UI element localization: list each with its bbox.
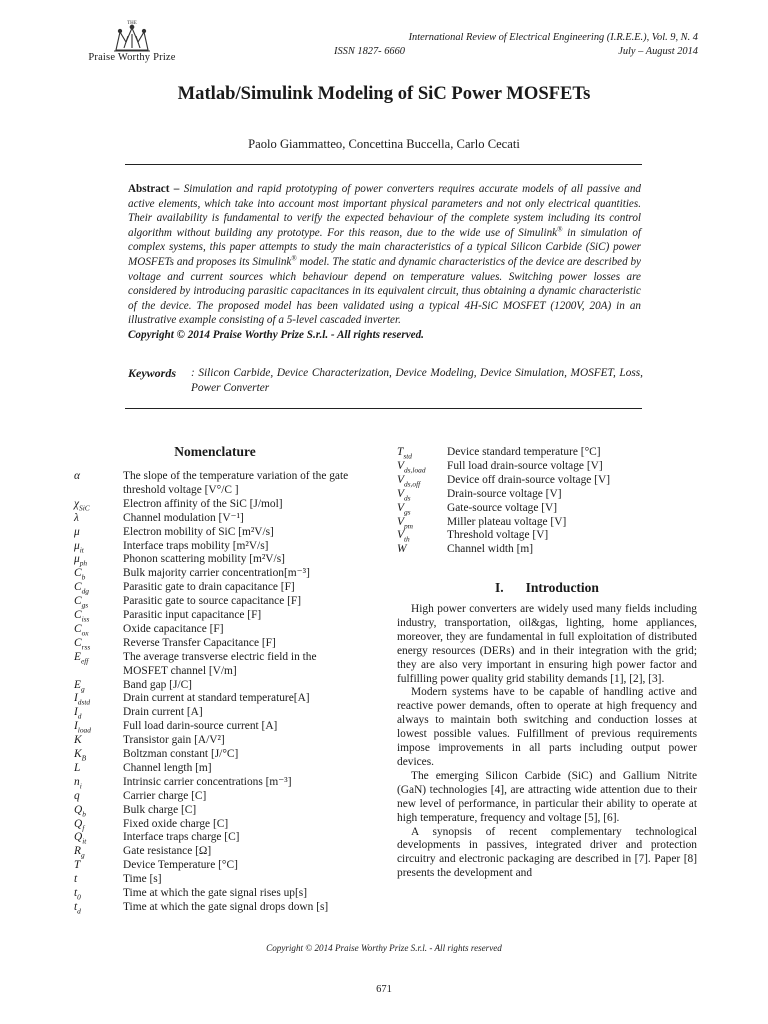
nomenclature-symbol: $K_B$ bbox=[74, 748, 87, 763]
nomenclature-entry bbox=[397, 460, 697, 474]
journal-reference: International Review of Electrical Engineering (I.R.E.E.), Vol. 9, N. 4 bbox=[408, 32, 698, 43]
nomenclature-entry bbox=[74, 762, 360, 776]
registered-mark: ® bbox=[291, 254, 297, 263]
nomenclature-entry bbox=[74, 818, 360, 832]
nomenclature-entry bbox=[74, 790, 360, 804]
nomenclature-description: Time at which the gate signal drops down [s] bbox=[123, 900, 329, 913]
nomenclature-symbol: W bbox=[397, 543, 407, 556]
nomenclature-symbol: $C_{rss}$ bbox=[74, 636, 91, 652]
nomenclature-symbol: q bbox=[74, 789, 80, 802]
abstract-text-1: Simulation and rapid prototyping of power converters requires accurate models of all passive and active elements, which take into account most important physical parameters and not only electrical quantities. Their availability is fundamental to verify the expected behaviour of the complete system including its control algorithm without building any prototype. For this reason, due to the wide use of Simulink bbox=[128, 183, 641, 239]
nomenclature-description: Parasitic gate to drain capacitance [F] bbox=[123, 581, 295, 594]
nomenclature-entry bbox=[74, 901, 360, 915]
nomenclature-symbol: $E_g$ bbox=[74, 678, 85, 693]
paragraph: Modern systems have to be capable of handling active and reactive power demands, often to operate at high frequency and always to maintain both switching and conduction losses at lowest possible values. Fulfillment of previous requirements impose improvements in all parts including output power devices. bbox=[397, 686, 697, 768]
nomenclature-description: Channel width [m] bbox=[447, 543, 534, 556]
nomenclature-description: Electron mobility of SiC [m²V/s] bbox=[123, 525, 274, 538]
nomenclature-description: Drain current at standard temperature[A] bbox=[123, 692, 310, 705]
nomenclature-description: Gate resistance [Ω] bbox=[123, 845, 212, 858]
nomenclature-description: Oxide capacitance [F] bbox=[123, 622, 224, 635]
nomenclature-symbol: $C_{gs}$ bbox=[74, 595, 89, 610]
nomenclature-description: Parasitic gate to source capacitance [F] bbox=[123, 595, 302, 608]
nomenclature-description: Time [s] bbox=[123, 873, 162, 886]
nomenclature-symbol: T bbox=[74, 859, 81, 872]
nomenclature-entry bbox=[74, 859, 360, 873]
divider-top bbox=[125, 164, 642, 165]
nomenclature-description: Gate-source voltage [V] bbox=[447, 501, 558, 514]
nomenclature-description: Carrier charge [C] bbox=[123, 789, 207, 802]
nomenclature-symbol: $C_{dg}$ bbox=[74, 581, 89, 596]
nomenclature-entry bbox=[74, 526, 360, 540]
nomenclature-symbol: $V_{ds,off}$ bbox=[397, 473, 421, 489]
nomenclature-entry bbox=[397, 502, 697, 516]
issue-date: July – August 2014 bbox=[618, 46, 698, 57]
paragraph: High power converters are widely used many fields including industry, transportation, oil&gas, lighting, home appliances, moreover, they are fundamental in full exploitation of distributed energy resources (DERs) and in their integration with the grid; they are also very important in ensuring high power factor and fulfilling power quality grid stability demands [1], [2], [3]. bbox=[397, 603, 697, 685]
nomenclature-symbol: L bbox=[74, 761, 81, 774]
abstract-text-3: model. The static and dynamic characteristics of the device are described by voltage and current sources which behaviour depend on temperature values. Switching power losses are considered by introducing parasitic capacitances in its equivalent circuit, thus obtaining a dynamic characteristic of the device. The proposed model has been validated using a typical 4H-SiC MOSFET (1200V, 20A) in an illustrative example consisting of a 5-level cascaded inverter. bbox=[128, 255, 641, 327]
nomenclature-description: Boltzman constant [J/°C] bbox=[123, 748, 239, 760]
nomenclature-description: Fixed oxide charge [C] bbox=[123, 817, 229, 830]
nomenclature-symbol: $C_{iss}$ bbox=[74, 609, 90, 624]
page-number: 671 bbox=[376, 984, 392, 995]
nomenclature-entry bbox=[74, 553, 360, 567]
nomenclature-symbol: $V_{ds,load}$ bbox=[397, 459, 426, 475]
nomenclature-symbol: $E_{eff}$ bbox=[74, 650, 89, 665]
section-heading-introduction bbox=[397, 580, 697, 596]
nomenclature-entry bbox=[74, 845, 360, 859]
nomenclature-entry bbox=[397, 446, 697, 460]
nomenclature-entry bbox=[74, 470, 360, 498]
nomenclature-symbol: $V_{pm}$ bbox=[397, 515, 414, 530]
nomenclature-entry bbox=[74, 692, 360, 706]
nomenclature-symbol: $\mu_{it}$ bbox=[74, 539, 84, 554]
nomenclature-symbol: $V_{gs}$ bbox=[397, 501, 411, 516]
footer-copyright: Copyright © 2014 Praise Worthy Prize S.r.l. - All rights reserved bbox=[266, 943, 502, 953]
nomenclature-symbol: $I_{load}$ bbox=[74, 720, 91, 735]
nomenclature-description: Transistor gain [A/V²] bbox=[123, 734, 225, 747]
nomenclature-description: Device Temperature [°C] bbox=[123, 859, 238, 872]
nomenclature-description: Phonon scattering mobility [m²V/s] bbox=[123, 553, 285, 566]
nomenclature-entry bbox=[74, 512, 360, 526]
nomenclature-entry bbox=[74, 734, 360, 748]
nomenclature-description: Device standard temperature [°C] bbox=[447, 446, 601, 458]
paper-title: Matlab/Simulink Modeling of SiC Power MOSFETs bbox=[177, 83, 591, 104]
keywords-label: Keywords bbox=[128, 366, 176, 380]
nomenclature-symbol: $\mu_{ph}$ bbox=[74, 553, 88, 568]
nomenclature-description: Interface traps charge [C] bbox=[123, 831, 240, 844]
divider-bottom bbox=[125, 408, 642, 409]
introduction-body bbox=[397, 603, 697, 881]
section-number: I. bbox=[495, 580, 504, 595]
publisher-logo-text: Praise Worthy Prize bbox=[88, 52, 176, 63]
nomenclature-symbol: α bbox=[74, 470, 80, 482]
nomenclature-description: Full load drain-source voltage [V] bbox=[447, 459, 603, 472]
abstract-label: Abstract bbox=[128, 183, 170, 195]
nomenclature-entry bbox=[74, 679, 360, 693]
nomenclature-entry bbox=[397, 516, 697, 530]
nomenclature-symbol: $n_i$ bbox=[74, 775, 82, 791]
nomenclature-entry bbox=[74, 595, 360, 609]
nomenclature-entry bbox=[397, 474, 697, 488]
nomenclature-symbol: λ bbox=[74, 511, 79, 524]
nomenclature-entry bbox=[397, 529, 697, 543]
nomenclature-description: Bulk charge [C] bbox=[123, 803, 197, 816]
issn: ISSN 1827- 6660 bbox=[334, 46, 405, 57]
nomenclature-description: Interface traps mobility [m²V/s] bbox=[123, 539, 269, 552]
abstract bbox=[128, 182, 641, 343]
nomenclature-symbol: $T_{std}$ bbox=[397, 446, 412, 461]
abstract-copyright: Copyright © 2014 Praise Worthy Prize S.r.l. - All rights reserved. bbox=[128, 328, 424, 341]
nomenclature-symbol: $I_d$ bbox=[74, 706, 82, 721]
nomenclature-entry bbox=[74, 540, 360, 554]
nomenclature-entry bbox=[74, 581, 360, 595]
nomenclature-symbol: $V_{th}$ bbox=[397, 529, 410, 544]
nomenclature-symbol: $R_g$ bbox=[74, 845, 85, 860]
nomenclature-symbol: $C_b$ bbox=[74, 567, 86, 582]
nomenclature-symbol: K bbox=[74, 734, 82, 747]
nomenclature-entry bbox=[74, 887, 360, 901]
abstract-dash: – bbox=[169, 183, 184, 195]
nomenclature-entry bbox=[74, 498, 360, 512]
nomenclature-symbol: $t_d$ bbox=[74, 900, 81, 916]
nomenclature-description: Band gap [J/C] bbox=[123, 678, 192, 691]
nomenclature-symbol: $Q_{it}$ bbox=[74, 831, 87, 846]
nomenclature-symbol: $C_{ox}$ bbox=[74, 622, 89, 638]
abstract-text-2: in simulation of complex systems, this paper attempts to study the main characteristics of a typical Silicon Carbide (SiC) power MOSFETs and proposes its Simulink bbox=[128, 226, 641, 268]
section-title: Introduction bbox=[525, 580, 599, 595]
nomenclature-entry bbox=[74, 831, 360, 845]
nomenclature-description: The average transverse electric field in the MOSFET channel [V/m] bbox=[123, 650, 317, 677]
nomenclature-description: Parasitic input capacitance [F] bbox=[123, 609, 262, 621]
nomenclature-description: Channel length [m] bbox=[123, 761, 212, 774]
nomenclature-entry bbox=[74, 720, 360, 734]
nomenclature-entry bbox=[397, 543, 697, 557]
nomenclature-description: Intrinsic carrier concentrations [m⁻³] bbox=[123, 775, 292, 788]
nomenclature-symbol: $Q_f$ bbox=[74, 817, 85, 832]
paragraph: A synopsis of recent complementary technological developments in passives, integrated driver and protection circuitry and electronic packaging are described in [7]. Paper [8] presents the development and bbox=[397, 825, 697, 880]
nomenclature-symbol: t bbox=[74, 873, 78, 886]
nomenclature-description: Channel modulation [V⁻¹] bbox=[123, 511, 244, 524]
nomenclature-title: Nomenclature bbox=[174, 444, 256, 459]
nomenclature-description: Full load darin-source current [A] bbox=[123, 720, 278, 733]
nomenclature-symbol: $Q_b$ bbox=[74, 803, 86, 818]
nomenclature-description: Time at which the gate signal rises up[s] bbox=[123, 887, 308, 899]
nomenclature-description: Reverse Transfer Capacitance [F] bbox=[123, 636, 276, 649]
nomenclature-entry bbox=[74, 567, 360, 581]
nomenclature-description: Drain-source voltage [V] bbox=[447, 487, 562, 500]
nomenclature-description: Electron affinity of the SiC [J/mol] bbox=[123, 497, 283, 510]
nomenclature-entry bbox=[74, 609, 360, 623]
nomenclature-symbol: $\chi_{SiC}$ bbox=[74, 497, 90, 513]
registered-mark: ® bbox=[557, 225, 563, 234]
nomenclature-entry bbox=[74, 651, 360, 679]
nomenclature-entry bbox=[74, 706, 360, 720]
nomenclature-entry bbox=[74, 623, 360, 637]
nomenclature-description: Device off drain-source voltage [V] bbox=[447, 473, 610, 486]
nomenclature-description: Bulk majority carrier concentration[m⁻³] bbox=[123, 567, 310, 580]
nomenclature-entry bbox=[74, 776, 360, 790]
nomenclature-description: Drain current [A] bbox=[123, 706, 203, 719]
nomenclature-entry bbox=[74, 748, 360, 762]
nomenclature-entry bbox=[74, 804, 360, 818]
paragraph: The emerging Silicon Carbide (SiC) and Gallium Nitrite (GaN) technologies [4], are attracting wide attention due to their new level of performance, in particular their ability to operate at high temperature, frequency and voltage [5], [6]. bbox=[397, 769, 697, 824]
nomenclature-entry bbox=[397, 488, 697, 502]
nomenclature-description: Miller plateau voltage [V] bbox=[447, 515, 567, 528]
nomenclature-description: The slope of the temperature variation of the gate threshold voltage [V°/C ] bbox=[123, 470, 349, 496]
svg-text:THE: THE bbox=[127, 21, 137, 26]
nomenclature-symbol: $t_0$ bbox=[74, 887, 81, 902]
nomenclature-symbol: $I_{dstd}$ bbox=[74, 692, 91, 707]
paper-authors: Paolo Giammatteo, Concettina Buccella, Carlo Cecati bbox=[248, 137, 520, 151]
nomenclature-entry bbox=[74, 873, 360, 887]
nomenclature-entry bbox=[74, 637, 360, 651]
nomenclature-symbol: $V_{ds}$ bbox=[397, 487, 411, 502]
nomenclature-symbol: μ bbox=[74, 525, 80, 538]
keywords-text: : Silicon Carbide, Device Characterization, Device Modeling, Device Simulation, MOSFET, Loss, Power Converter bbox=[191, 367, 643, 394]
nomenclature-description: Threshold voltage [V] bbox=[447, 529, 549, 542]
